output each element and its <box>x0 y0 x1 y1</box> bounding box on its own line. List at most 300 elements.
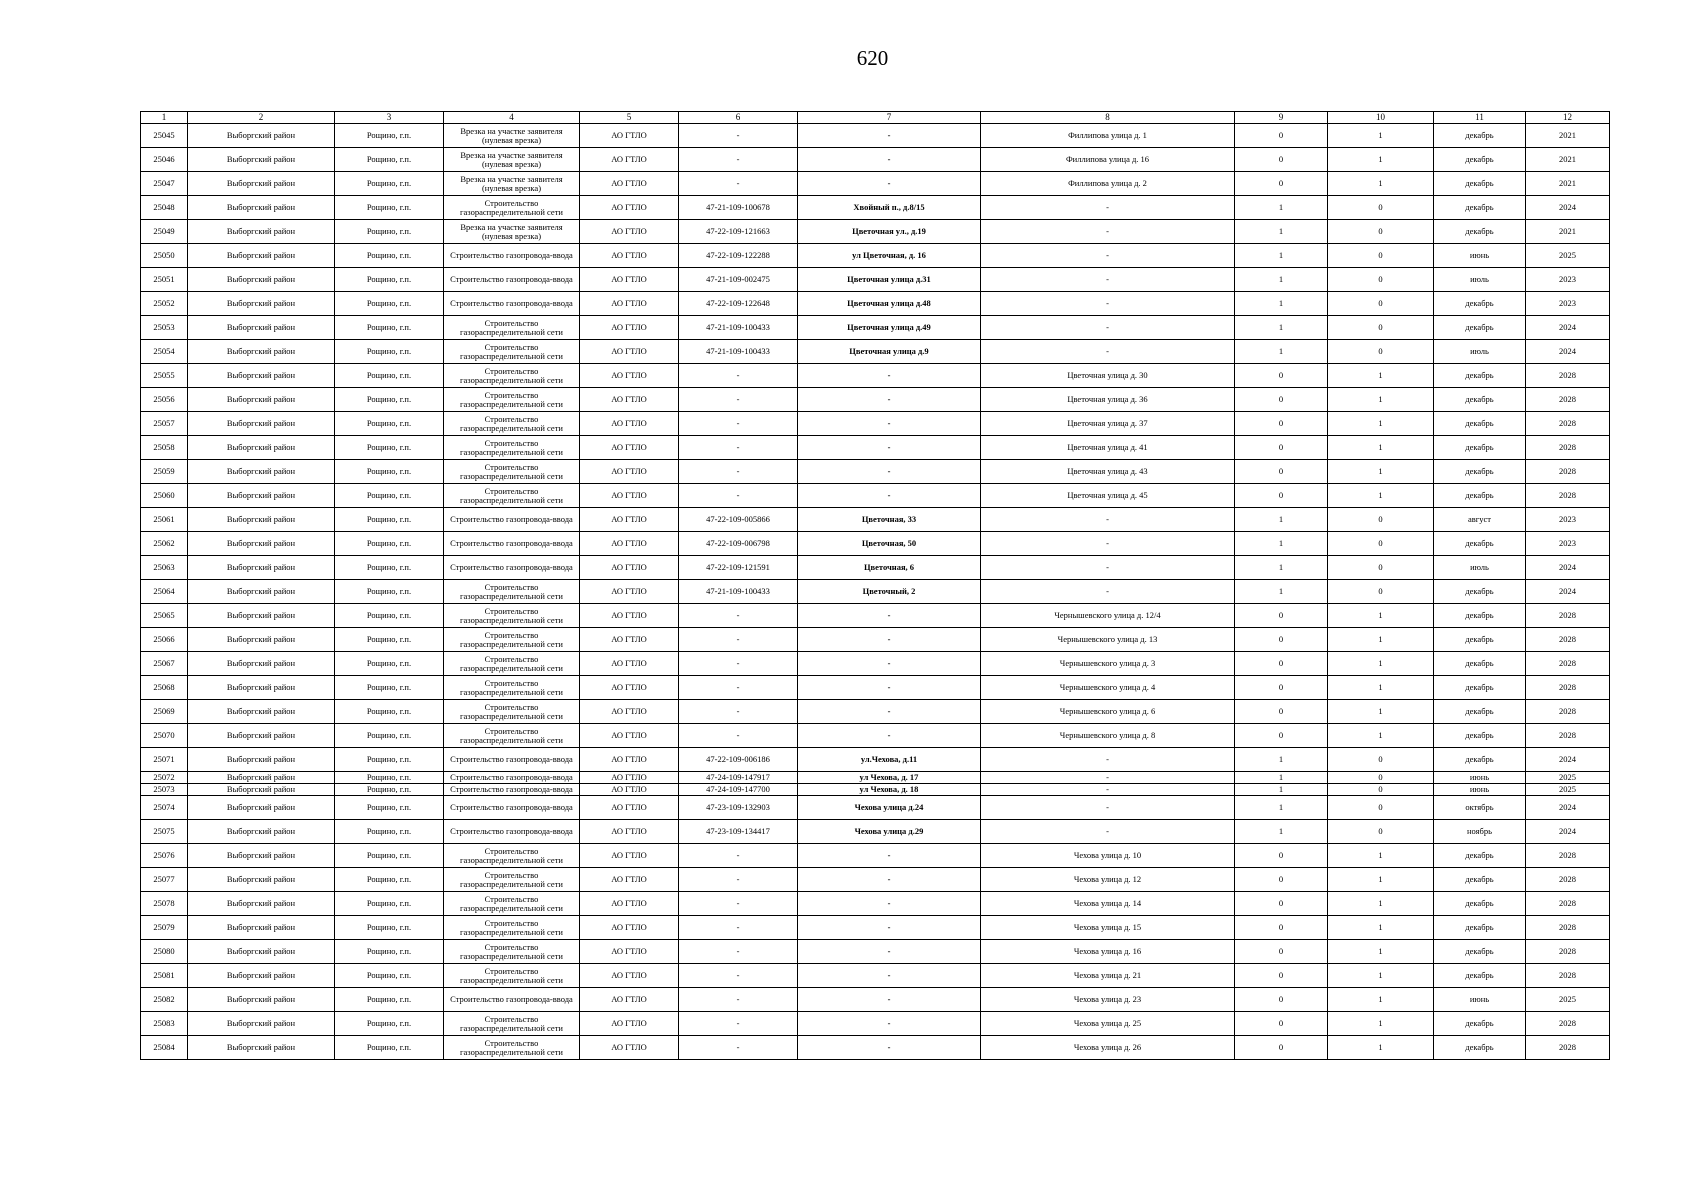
cell-settlement: Рощино, г.п. <box>335 820 444 844</box>
cell-operator: АО ГТЛО <box>580 916 679 940</box>
cell-count-a: 1 <box>1235 508 1328 532</box>
cell-object-address: - <box>798 724 981 748</box>
table-row <box>141 460 1610 484</box>
cell-operator: АО ГТЛО <box>580 340 679 364</box>
cell-operator: АО ГТЛО <box>580 700 679 724</box>
cell-connection-address: - <box>981 508 1235 532</box>
cell-connection-address: Чернышевского улица д. 13 <box>981 628 1235 652</box>
cell-work-type: Строительство газораспределительной сети <box>444 892 580 916</box>
cell-tech-conditions-number: - <box>679 916 798 940</box>
cell-work-type: Строительство газораспределительной сети <box>444 676 580 700</box>
cell-count-b: 1 <box>1328 868 1434 892</box>
cell-count-a: 1 <box>1235 244 1328 268</box>
cell-count-b: 1 <box>1328 412 1434 436</box>
table-row <box>141 1036 1610 1060</box>
page-number: 620 <box>856 46 889 70</box>
cell-operator: АО ГТЛО <box>580 364 679 388</box>
cell-object-address: Цветочный, 2 <box>798 580 981 604</box>
table-row <box>141 724 1610 748</box>
cell-record-id: 25055 <box>141 364 188 388</box>
cell-tech-conditions-number: - <box>679 364 798 388</box>
cell-object-address: Цветочная, 33 <box>798 508 981 532</box>
cell-record-id: 25047 <box>141 172 188 196</box>
table-row <box>141 652 1610 676</box>
cell-work-type: Строительство газопровода-ввода <box>444 796 580 820</box>
cell-tech-conditions-number: 47-21-109-100433 <box>679 316 798 340</box>
cell-month: декабрь <box>1434 676 1526 700</box>
cell-settlement: Рощино, г.п. <box>335 220 444 244</box>
cell-month: октябрь <box>1434 796 1526 820</box>
cell-count-a: 1 <box>1235 580 1328 604</box>
cell-settlement: Рощино, г.п. <box>335 844 444 868</box>
cell-settlement: Рощино, г.п. <box>335 292 444 316</box>
cell-record-id: 25069 <box>141 700 188 724</box>
cell-district: Выборгский район <box>188 892 335 916</box>
cell-count-a: 0 <box>1235 460 1328 484</box>
col-header: 1 <box>141 112 188 124</box>
cell-month: июнь <box>1434 784 1526 796</box>
cell-tech-conditions-number: 47-23-109-134417 <box>679 820 798 844</box>
cell-month: декабрь <box>1434 124 1526 148</box>
cell-count-a: 0 <box>1235 1012 1328 1036</box>
cell-object-address: Цветочная улица д.9 <box>798 340 981 364</box>
cell-tech-conditions-number: - <box>679 892 798 916</box>
cell-count-b: 0 <box>1328 580 1434 604</box>
table-row <box>141 508 1610 532</box>
cell-year: 2028 <box>1526 724 1610 748</box>
cell-tech-conditions-number: 47-24-109-147917 <box>679 772 798 784</box>
cell-tech-conditions-number: - <box>679 676 798 700</box>
cell-count-a: 1 <box>1235 316 1328 340</box>
cell-count-b: 1 <box>1328 604 1434 628</box>
cell-year: 2028 <box>1526 916 1610 940</box>
cell-operator: АО ГТЛО <box>580 628 679 652</box>
cell-count-a: 0 <box>1235 364 1328 388</box>
cell-object-address: - <box>798 484 981 508</box>
cell-operator: АО ГТЛО <box>580 316 679 340</box>
cell-tech-conditions-number: - <box>679 484 798 508</box>
cell-count-a: 0 <box>1235 148 1328 172</box>
col-header: 2 <box>188 112 335 124</box>
cell-count-a: 1 <box>1235 556 1328 580</box>
table-row <box>141 676 1610 700</box>
cell-operator: АО ГТЛО <box>580 604 679 628</box>
cell-tech-conditions-number: 47-22-109-122648 <box>679 292 798 316</box>
cell-count-b: 1 <box>1328 1012 1434 1036</box>
cell-work-type: Строительство газопровода-ввода <box>444 244 580 268</box>
cell-district: Выборгский район <box>188 580 335 604</box>
cell-district: Выборгский район <box>188 316 335 340</box>
cell-count-b: 0 <box>1328 316 1434 340</box>
cell-record-id: 25080 <box>141 940 188 964</box>
cell-month: декабрь <box>1434 916 1526 940</box>
cell-count-a: 1 <box>1235 772 1328 784</box>
cell-work-type: Строительство газораспределительной сети <box>444 628 580 652</box>
cell-year: 2028 <box>1526 412 1610 436</box>
cell-work-type: Строительство газораспределительной сети <box>444 1012 580 1036</box>
cell-connection-address: - <box>981 244 1235 268</box>
table-row <box>141 388 1610 412</box>
cell-count-a: 0 <box>1235 700 1328 724</box>
cell-district: Выборгский район <box>188 1012 335 1036</box>
cell-count-a: 1 <box>1235 220 1328 244</box>
cell-month: декабрь <box>1434 844 1526 868</box>
cell-month: декабрь <box>1434 724 1526 748</box>
cell-object-address: - <box>798 940 981 964</box>
table-row <box>141 868 1610 892</box>
cell-district: Выборгский район <box>188 1036 335 1060</box>
cell-count-b: 1 <box>1328 364 1434 388</box>
cell-operator: АО ГТЛО <box>580 724 679 748</box>
cell-connection-address: - <box>981 268 1235 292</box>
cell-settlement: Рощино, г.п. <box>335 124 444 148</box>
cell-record-id: 25048 <box>141 196 188 220</box>
cell-count-b: 0 <box>1328 796 1434 820</box>
cell-operator: АО ГТЛО <box>580 268 679 292</box>
cell-tech-conditions-number: - <box>679 844 798 868</box>
cell-month: декабрь <box>1434 532 1526 556</box>
cell-object-address: - <box>798 412 981 436</box>
cell-object-address: ул Чехова, д. 17 <box>798 772 981 784</box>
cell-work-type: Строительство газораспределительной сети <box>444 724 580 748</box>
cell-connection-address: - <box>981 340 1235 364</box>
cell-month: декабрь <box>1434 364 1526 388</box>
cell-district: Выборгский район <box>188 868 335 892</box>
cell-record-id: 25051 <box>141 268 188 292</box>
cell-object-address: - <box>798 148 981 172</box>
cell-work-type: Строительство газораспределительной сети <box>444 604 580 628</box>
cell-operator: АО ГТЛО <box>580 388 679 412</box>
cell-year: 2028 <box>1526 676 1610 700</box>
cell-district: Выборгский район <box>188 124 335 148</box>
cell-month: декабрь <box>1434 148 1526 172</box>
cell-tech-conditions-number: 47-22-109-121591 <box>679 556 798 580</box>
table-row <box>141 364 1610 388</box>
cell-year: 2021 <box>1526 148 1610 172</box>
cell-district: Выборгский район <box>188 916 335 940</box>
cell-settlement: Рощино, г.п. <box>335 508 444 532</box>
cell-settlement: Рощино, г.п. <box>335 532 444 556</box>
cell-year: 2024 <box>1526 340 1610 364</box>
register-body <box>141 124 1610 1060</box>
table-row <box>141 436 1610 460</box>
cell-object-address: ул.Чехова, д.11 <box>798 748 981 772</box>
cell-count-b: 1 <box>1328 1036 1434 1060</box>
cell-year: 2028 <box>1526 436 1610 460</box>
cell-year: 2024 <box>1526 748 1610 772</box>
cell-object-address: - <box>798 964 981 988</box>
col-header: 4 <box>444 112 580 124</box>
cell-district: Выборгский район <box>188 532 335 556</box>
cell-record-id: 25077 <box>141 868 188 892</box>
cell-connection-address: - <box>981 532 1235 556</box>
cell-connection-address: - <box>981 784 1235 796</box>
cell-settlement: Рощино, г.п. <box>335 604 444 628</box>
cell-tech-conditions-number: - <box>679 700 798 724</box>
cell-district: Выборгский район <box>188 268 335 292</box>
cell-district: Выборгский район <box>188 460 335 484</box>
cell-district: Выборгский район <box>188 940 335 964</box>
cell-work-type: Врезка на участке заявителя (нулевая врезка) <box>444 148 580 172</box>
cell-operator: АО ГТЛО <box>580 556 679 580</box>
cell-work-type: Строительство газопровода-ввода <box>444 268 580 292</box>
cell-year: 2025 <box>1526 772 1610 784</box>
cell-tech-conditions-number: - <box>679 172 798 196</box>
cell-work-type: Строительство газораспределительной сети <box>444 412 580 436</box>
cell-operator: АО ГТЛО <box>580 508 679 532</box>
cell-count-a: 0 <box>1235 484 1328 508</box>
cell-tech-conditions-number: 47-22-109-006186 <box>679 748 798 772</box>
cell-work-type: Строительство газораспределительной сети <box>444 364 580 388</box>
cell-tech-conditions-number: 47-22-109-121663 <box>679 220 798 244</box>
table-row <box>141 988 1610 1012</box>
cell-year: 2025 <box>1526 244 1610 268</box>
table-row <box>141 220 1610 244</box>
cell-operator: АО ГТЛО <box>580 220 679 244</box>
cell-operator: АО ГТЛО <box>580 796 679 820</box>
cell-tech-conditions-number: 47-22-109-006798 <box>679 532 798 556</box>
cell-month: июль <box>1434 340 1526 364</box>
cell-tech-conditions-number: - <box>679 652 798 676</box>
cell-count-b: 0 <box>1328 196 1434 220</box>
cell-operator: АО ГТЛО <box>580 436 679 460</box>
cell-object-address: ул Чехова, д. 18 <box>798 784 981 796</box>
cell-operator: АО ГТЛО <box>580 172 679 196</box>
cell-operator: АО ГТЛО <box>580 748 679 772</box>
cell-work-type: Врезка на участке заявителя (нулевая врезка) <box>444 172 580 196</box>
table-row <box>141 796 1610 820</box>
cell-year: 2021 <box>1526 124 1610 148</box>
cell-settlement: Рощино, г.п. <box>335 784 444 796</box>
cell-district: Выборгский район <box>188 508 335 532</box>
cell-count-b: 1 <box>1328 844 1434 868</box>
cell-district: Выборгский район <box>188 388 335 412</box>
cell-tech-conditions-number: - <box>679 412 798 436</box>
cell-count-b: 1 <box>1328 892 1434 916</box>
cell-count-a: 0 <box>1235 124 1328 148</box>
cell-connection-address: - <box>981 316 1235 340</box>
col-header: 5 <box>580 112 679 124</box>
table-row <box>141 820 1610 844</box>
cell-record-id: 25045 <box>141 124 188 148</box>
table-row <box>141 412 1610 436</box>
cell-count-b: 0 <box>1328 244 1434 268</box>
cell-record-id: 25083 <box>141 1012 188 1036</box>
cell-count-b: 1 <box>1328 700 1434 724</box>
cell-settlement: Рощино, г.п. <box>335 868 444 892</box>
cell-tech-conditions-number: - <box>679 388 798 412</box>
cell-count-b: 0 <box>1328 784 1434 796</box>
cell-year: 2028 <box>1526 388 1610 412</box>
cell-month: декабрь <box>1434 460 1526 484</box>
cell-work-type: Строительство газораспределительной сети <box>444 700 580 724</box>
table-row <box>141 580 1610 604</box>
cell-operator: АО ГТЛО <box>580 988 679 1012</box>
cell-month: декабрь <box>1434 196 1526 220</box>
cell-operator: АО ГТЛО <box>580 772 679 784</box>
cell-operator: АО ГТЛО <box>580 940 679 964</box>
cell-operator: АО ГТЛО <box>580 460 679 484</box>
cell-work-type: Врезка на участке заявителя (нулевая врезка) <box>444 220 580 244</box>
cell-count-b: 1 <box>1328 172 1434 196</box>
cell-district: Выборгский район <box>188 988 335 1012</box>
table-row <box>141 268 1610 292</box>
cell-tech-conditions-number: 47-21-109-002475 <box>679 268 798 292</box>
cell-count-a: 0 <box>1235 604 1328 628</box>
cell-tech-conditions-number: - <box>679 436 798 460</box>
cell-settlement: Рощино, г.п. <box>335 316 444 340</box>
cell-count-a: 0 <box>1235 868 1328 892</box>
cell-work-type: Строительство газопровода-ввода <box>444 508 580 532</box>
cell-count-b: 1 <box>1328 148 1434 172</box>
cell-month: декабрь <box>1434 604 1526 628</box>
cell-year: 2028 <box>1526 892 1610 916</box>
cell-count-b: 1 <box>1328 436 1434 460</box>
cell-record-id: 25060 <box>141 484 188 508</box>
table-row <box>141 124 1610 148</box>
cell-district: Выборгский район <box>188 772 335 784</box>
cell-count-b: 1 <box>1328 940 1434 964</box>
cell-record-id: 25058 <box>141 436 188 460</box>
cell-tech-conditions-number: - <box>679 988 798 1012</box>
cell-connection-address: - <box>981 292 1235 316</box>
cell-settlement: Рощино, г.п. <box>335 1012 444 1036</box>
cell-count-a: 1 <box>1235 796 1328 820</box>
cell-settlement: Рощино, г.п. <box>335 892 444 916</box>
col-header: 3 <box>335 112 444 124</box>
cell-settlement: Рощино, г.п. <box>335 172 444 196</box>
cell-operator: АО ГТЛО <box>580 196 679 220</box>
cell-year: 2025 <box>1526 988 1610 1012</box>
cell-month: декабрь <box>1434 700 1526 724</box>
cell-tech-conditions-number: 47-21-109-100433 <box>679 340 798 364</box>
cell-work-type: Строительство газораспределительной сети <box>444 916 580 940</box>
cell-work-type: Строительство газораспределительной сети <box>444 868 580 892</box>
cell-count-a: 0 <box>1235 940 1328 964</box>
cell-month: декабрь <box>1434 580 1526 604</box>
table-row <box>141 964 1610 988</box>
cell-work-type: Строительство газораспределительной сети <box>444 340 580 364</box>
cell-count-b: 0 <box>1328 532 1434 556</box>
cell-count-a: 0 <box>1235 844 1328 868</box>
cell-month: декабрь <box>1434 628 1526 652</box>
cell-object-address: - <box>798 844 981 868</box>
cell-record-id: 25050 <box>141 244 188 268</box>
cell-work-type: Строительство газопровода-ввода <box>444 748 580 772</box>
cell-object-address: - <box>798 124 981 148</box>
cell-year: 2023 <box>1526 508 1610 532</box>
cell-object-address: - <box>798 172 981 196</box>
cell-tech-conditions-number: - <box>679 1012 798 1036</box>
cell-month: декабрь <box>1434 1012 1526 1036</box>
cell-connection-address: - <box>981 580 1235 604</box>
table-row <box>141 844 1610 868</box>
column-number-header-row <box>141 112 1610 124</box>
cell-record-id: 25076 <box>141 844 188 868</box>
cell-district: Выборгский район <box>188 604 335 628</box>
col-header: 8 <box>981 112 1235 124</box>
cell-object-address: - <box>798 676 981 700</box>
cell-count-b: 1 <box>1328 724 1434 748</box>
cell-tech-conditions-number: - <box>679 124 798 148</box>
cell-record-id: 25073 <box>141 784 188 796</box>
cell-connection-address: - <box>981 748 1235 772</box>
cell-work-type: Строительство газораспределительной сети <box>444 1036 580 1060</box>
cell-work-type: Строительство газопровода-ввода <box>444 532 580 556</box>
cell-count-b: 1 <box>1328 388 1434 412</box>
cell-year: 2028 <box>1526 1036 1610 1060</box>
cell-work-type: Строительство газораспределительной сети <box>444 844 580 868</box>
cell-district: Выборгский район <box>188 172 335 196</box>
cell-work-type: Строительство газораспределительной сети <box>444 196 580 220</box>
cell-work-type: Строительство газопровода-ввода <box>444 988 580 1012</box>
cell-count-b: 1 <box>1328 964 1434 988</box>
cell-connection-address: Чернышевского улица д. 8 <box>981 724 1235 748</box>
cell-object-address: Цветочная улица д.48 <box>798 292 981 316</box>
cell-month: декабрь <box>1434 316 1526 340</box>
cell-count-b: 1 <box>1328 124 1434 148</box>
cell-count-b: 1 <box>1328 988 1434 1012</box>
cell-settlement: Рощино, г.п. <box>335 748 444 772</box>
cell-operator: АО ГТЛО <box>580 292 679 316</box>
cell-year: 2028 <box>1526 964 1610 988</box>
cell-operator: АО ГТЛО <box>580 964 679 988</box>
cell-count-b: 1 <box>1328 484 1434 508</box>
cell-object-address: - <box>798 604 981 628</box>
cell-work-type: Строительство газораспределительной сети <box>444 316 580 340</box>
cell-settlement: Рощино, г.п. <box>335 340 444 364</box>
cell-work-type: Строительство газораспределительной сети <box>444 388 580 412</box>
col-header: 7 <box>798 112 981 124</box>
cell-settlement: Рощино, г.п. <box>335 724 444 748</box>
cell-work-type: Строительство газораспределительной сети <box>444 580 580 604</box>
cell-record-id: 25061 <box>141 508 188 532</box>
cell-district: Выборгский район <box>188 244 335 268</box>
cell-settlement: Рощино, г.п. <box>335 388 444 412</box>
cell-district: Выборгский район <box>188 652 335 676</box>
cell-year: 2024 <box>1526 196 1610 220</box>
cell-count-b: 0 <box>1328 556 1434 580</box>
cell-tech-conditions-number: - <box>679 604 798 628</box>
cell-object-address: - <box>798 988 981 1012</box>
cell-month: декабрь <box>1434 388 1526 412</box>
cell-month: декабрь <box>1434 892 1526 916</box>
cell-year: 2021 <box>1526 220 1610 244</box>
cell-count-b: 1 <box>1328 460 1434 484</box>
cell-work-type: Строительство газораспределительной сети <box>444 460 580 484</box>
cell-district: Выборгский район <box>188 964 335 988</box>
cell-year: 2028 <box>1526 604 1610 628</box>
cell-object-address: Цветочная, 6 <box>798 556 981 580</box>
cell-count-b: 1 <box>1328 628 1434 652</box>
cell-count-b: 0 <box>1328 292 1434 316</box>
cell-operator: АО ГТЛО <box>580 820 679 844</box>
cell-record-id: 25072 <box>141 772 188 784</box>
cell-settlement: Рощино, г.п. <box>335 940 444 964</box>
cell-year: 2028 <box>1526 460 1610 484</box>
cell-count-b: 1 <box>1328 676 1434 700</box>
cell-operator: АО ГТЛО <box>580 484 679 508</box>
cell-work-type: Строительство газораспределительной сети <box>444 964 580 988</box>
cell-connection-address: - <box>981 772 1235 784</box>
cell-district: Выборгский район <box>188 796 335 820</box>
cell-connection-address: Цветочная улица д. 30 <box>981 364 1235 388</box>
cell-connection-address: Чернышевского улица д. 4 <box>981 676 1235 700</box>
cell-district: Выборгский район <box>188 148 335 172</box>
cell-connection-address: Цветочная улица д. 37 <box>981 412 1235 436</box>
cell-tech-conditions-number: - <box>679 964 798 988</box>
table-row <box>141 772 1610 784</box>
